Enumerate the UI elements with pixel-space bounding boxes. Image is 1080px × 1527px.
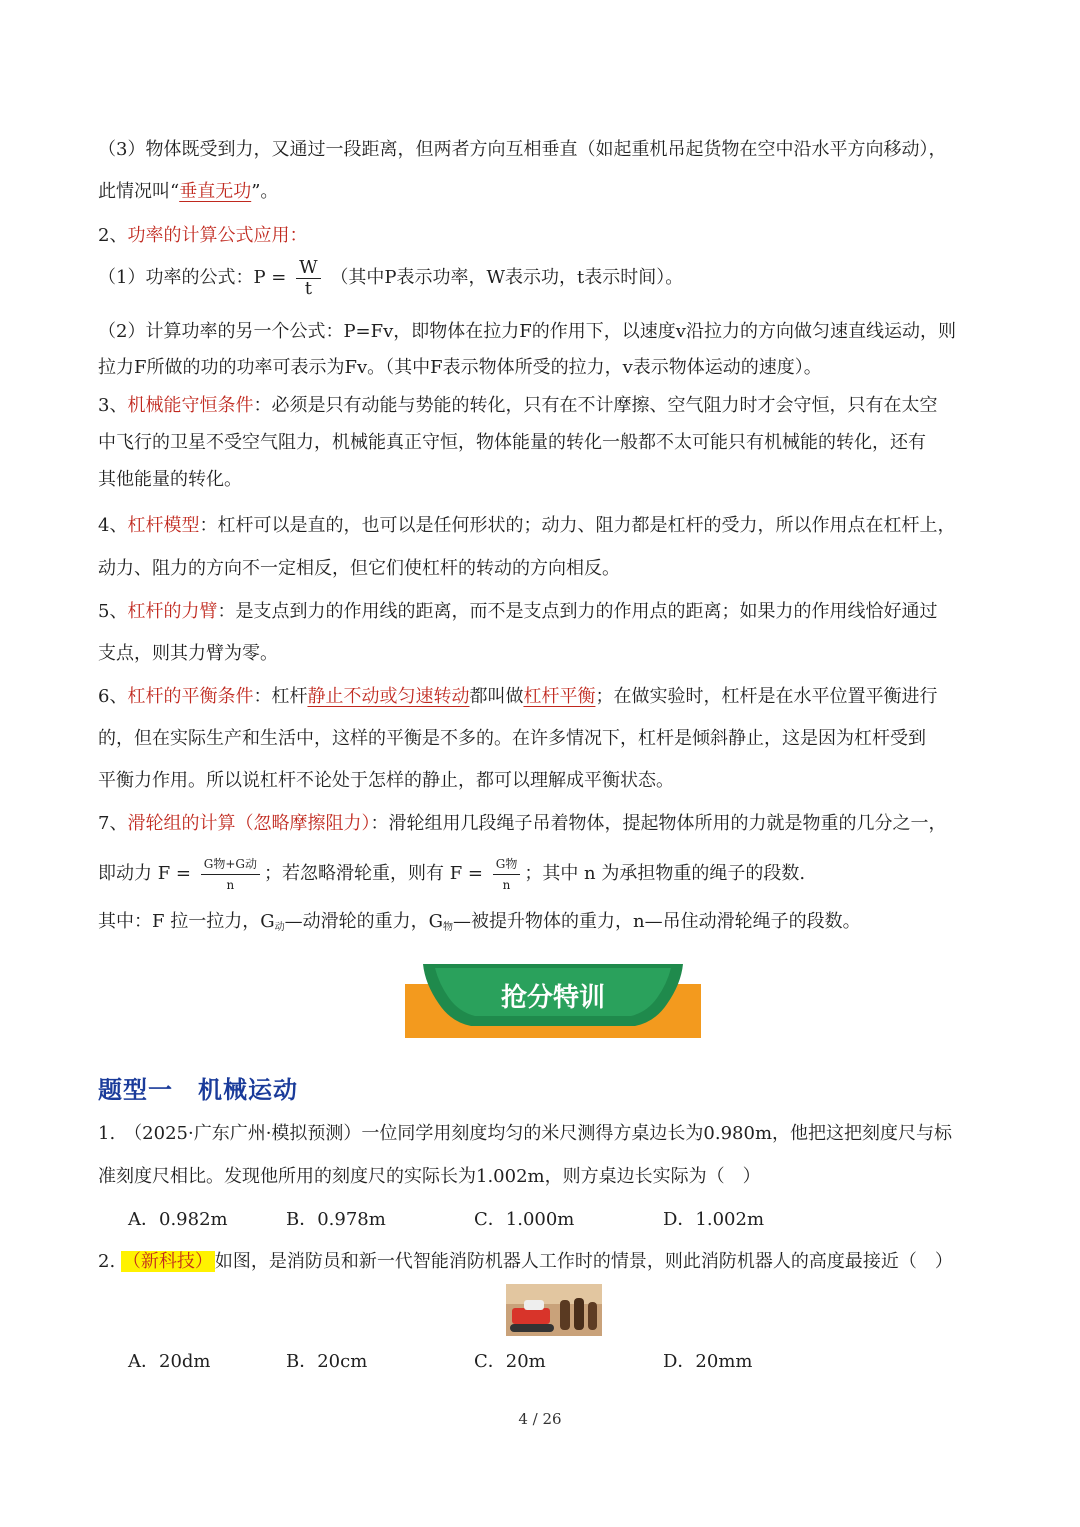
power-fraction [296, 258, 321, 299]
text: 拉力F所做的功的功率可表示为Fv。（其中F表示物体所受的拉力，v表示物体运动的速度）。 [98, 357, 822, 378]
paragraph-3-line-1 [98, 138, 946, 162]
pulley-fraction-2 [493, 854, 521, 895]
text: ：滑轮组用几段绳子吊着物体，提起物体所用的力就是物重的几分之一， [370, 813, 947, 834]
point-4-line-1 [98, 514, 955, 538]
firefighter-2 [574, 1298, 584, 1330]
question-1-line-1 [98, 1122, 952, 1146]
point-heading: 滑轮组的计算（忽略摩擦阻力） [127, 813, 371, 834]
paragraph-3-line-2 [98, 180, 278, 204]
robot-tracks [510, 1324, 554, 1332]
point-3-line-2 [98, 431, 926, 455]
photo-sky [506, 1284, 602, 1304]
power-line-3 [98, 320, 956, 344]
power-formula-line [98, 256, 683, 300]
q2-option-d[interactable]: D．20mm [663, 1351, 753, 1372]
underlined-term: 静止不动或匀速转动 [307, 686, 470, 707]
text: ；其中 n 为承担物重的绳子的段数. [524, 863, 806, 884]
text: 支点，则其力臂为零。 [98, 643, 278, 664]
banner-graphic [405, 964, 701, 1038]
text: ”。 [251, 181, 279, 202]
point-heading: 机械能守恒条件 [127, 395, 254, 416]
text: 其他能量的转化。 [98, 469, 242, 490]
denominator: n [226, 877, 235, 892]
text: ；在做实验时，杠杆是在水平位置平衡进行 [595, 686, 938, 707]
question-1-line-2 [98, 1165, 761, 1189]
point-5-line-2 [98, 642, 278, 666]
pulley-formula-line [98, 852, 805, 896]
text: （1）功率的公式：P = [98, 267, 287, 288]
numerator: W [296, 258, 321, 279]
point-5-line-1 [98, 600, 937, 624]
question-number: 2. [98, 1251, 116, 1272]
firefighter-1 [560, 1300, 570, 1330]
text: 的，但在实际生产和生活中，这样的平衡是不多的。在许多情况下，杠杆是倾斜静止，这是因为杠杆受到 [98, 728, 926, 749]
text: ：杠杆可以是直的，也可以是任何形状的；动力、阻力都是杠杆的受力，所以作用点在杠杆上， [199, 515, 956, 536]
denominator: n [502, 877, 511, 892]
point-3-line-1 [98, 394, 937, 418]
point-number: 4、 [98, 515, 128, 536]
text: （2）计算功率的另一个公式：P=Fv，即物体在拉力F的作用下，以速度v沿拉力的方向做匀速直线运动，则 [98, 321, 956, 342]
robot-photo-graphic [506, 1284, 602, 1336]
text: 1. （2025·广东广州·模拟预测）一位同学用刻度均匀的米尺测得方桌边长为0.980m，他把这把刻度尺与标 [98, 1123, 953, 1144]
text: 都叫做 [469, 686, 524, 707]
text: 此情况叫“ [98, 181, 180, 202]
text: 中飞行的卫星不受空气阻力，机械能真正守恒，物体能量的转化一般都不太可能只有机械能的转化，还有 [98, 432, 926, 453]
text: —动滑轮的重力，G [284, 911, 443, 932]
new-tech-tag: （新科技） [122, 1251, 213, 1272]
q2-option-c[interactable]: C．20m [474, 1351, 546, 1372]
q1-option-a[interactable]: A．0.982m [128, 1209, 228, 1230]
text: 平衡力作用。所以说杠杆不论处于怎样的静止，都可以理解成平衡状态。 [98, 770, 674, 791]
q1-option-b[interactable]: B．0.978m [286, 1209, 386, 1230]
question-2-line [98, 1250, 953, 1274]
power-line-4 [98, 356, 822, 380]
point-heading: 杠杆的平衡条件 [127, 686, 254, 707]
text: —被提升物体的重力，n—吊住动滑轮绳子的段数。 [452, 911, 861, 932]
text: （其中P表示功率，W表示功，t表示时间）。 [330, 267, 684, 288]
point-number: 7、 [98, 813, 128, 834]
numerator: G物+G动 [201, 854, 260, 875]
text: （3）物体既受到力，又通过一段距离，但两者方向互相垂直（如起重机吊起货物在空中沿水平方向移动）， [98, 139, 947, 160]
q2-option-a[interactable]: A．20dm [128, 1351, 211, 1372]
text: 动力、阻力的方向不一定相反，但它们使杠杆的转动的方向相反。 [98, 558, 620, 579]
text: ；若忽略滑轮重，则有 F = [263, 863, 483, 884]
underlined-term: 杠杆平衡 [523, 686, 596, 707]
banner-text: 抢分特训 [500, 983, 606, 1013]
point-heading: 杠杆的力臂 [127, 601, 218, 622]
text: 即动力 F = [98, 863, 192, 884]
point-heading: 功率的计算公式应用： [127, 225, 308, 246]
firefighter-3 [588, 1302, 597, 1330]
point-heading: 杠杆模型 [127, 515, 200, 536]
robot-body [512, 1308, 550, 1324]
robot-nozzle [524, 1300, 544, 1310]
point-6-line-3 [98, 769, 674, 793]
point-6-line-1 [98, 685, 937, 709]
text: ：是支点到力的作用线的距离，而不是支点到力的作用点的距离；如果力的作用线恰好通过 [217, 601, 938, 622]
point-3-line-3 [98, 468, 242, 492]
point-4-line-2 [98, 557, 620, 581]
text: 其中：F 拉一拉力，G [98, 911, 275, 932]
text: 准刻度尺相比。发现他所用的刻度尺的实际长为1.002m，则方桌边长实际为（ ） [98, 1166, 761, 1187]
q1-option-c[interactable]: C．1.000m [474, 1209, 575, 1230]
text: ：必须是只有动能与势能的转化，只有在不计摩擦、空气阻力时才会守恒，只有在太空 [253, 395, 938, 416]
point-6-line-2 [98, 727, 926, 751]
point-7-line-1 [98, 812, 946, 836]
point-number: 2、 [98, 225, 128, 246]
section-title: 题型一 机械运动 [98, 1076, 298, 1104]
subscript: 物 [442, 922, 453, 933]
page-number: 4 / 26 [518, 1410, 562, 1428]
point-7-line-3 [98, 910, 861, 940]
practice-banner [405, 964, 701, 1038]
q1-option-d[interactable]: D．1.002m [663, 1209, 765, 1230]
firefighting-robot-image [506, 1284, 602, 1336]
highlight-term: 垂直无功 [179, 181, 252, 202]
text: 如图，是消防员和新一代智能消防机器人工作时的情景，则此消防机器人的高度最接近（ ） [214, 1251, 953, 1272]
pulley-fraction-1 [201, 854, 260, 895]
point-number: 6、 [98, 686, 128, 707]
point-number: 5、 [98, 601, 128, 622]
numerator: G物 [493, 854, 521, 875]
point-2-heading [98, 224, 307, 248]
text: ：杠杆 [253, 686, 308, 707]
q2-option-b[interactable]: B．20cm [286, 1351, 368, 1372]
denominator: t [304, 277, 312, 299]
point-number: 3、 [98, 395, 128, 416]
subscript: 动 [274, 922, 285, 933]
